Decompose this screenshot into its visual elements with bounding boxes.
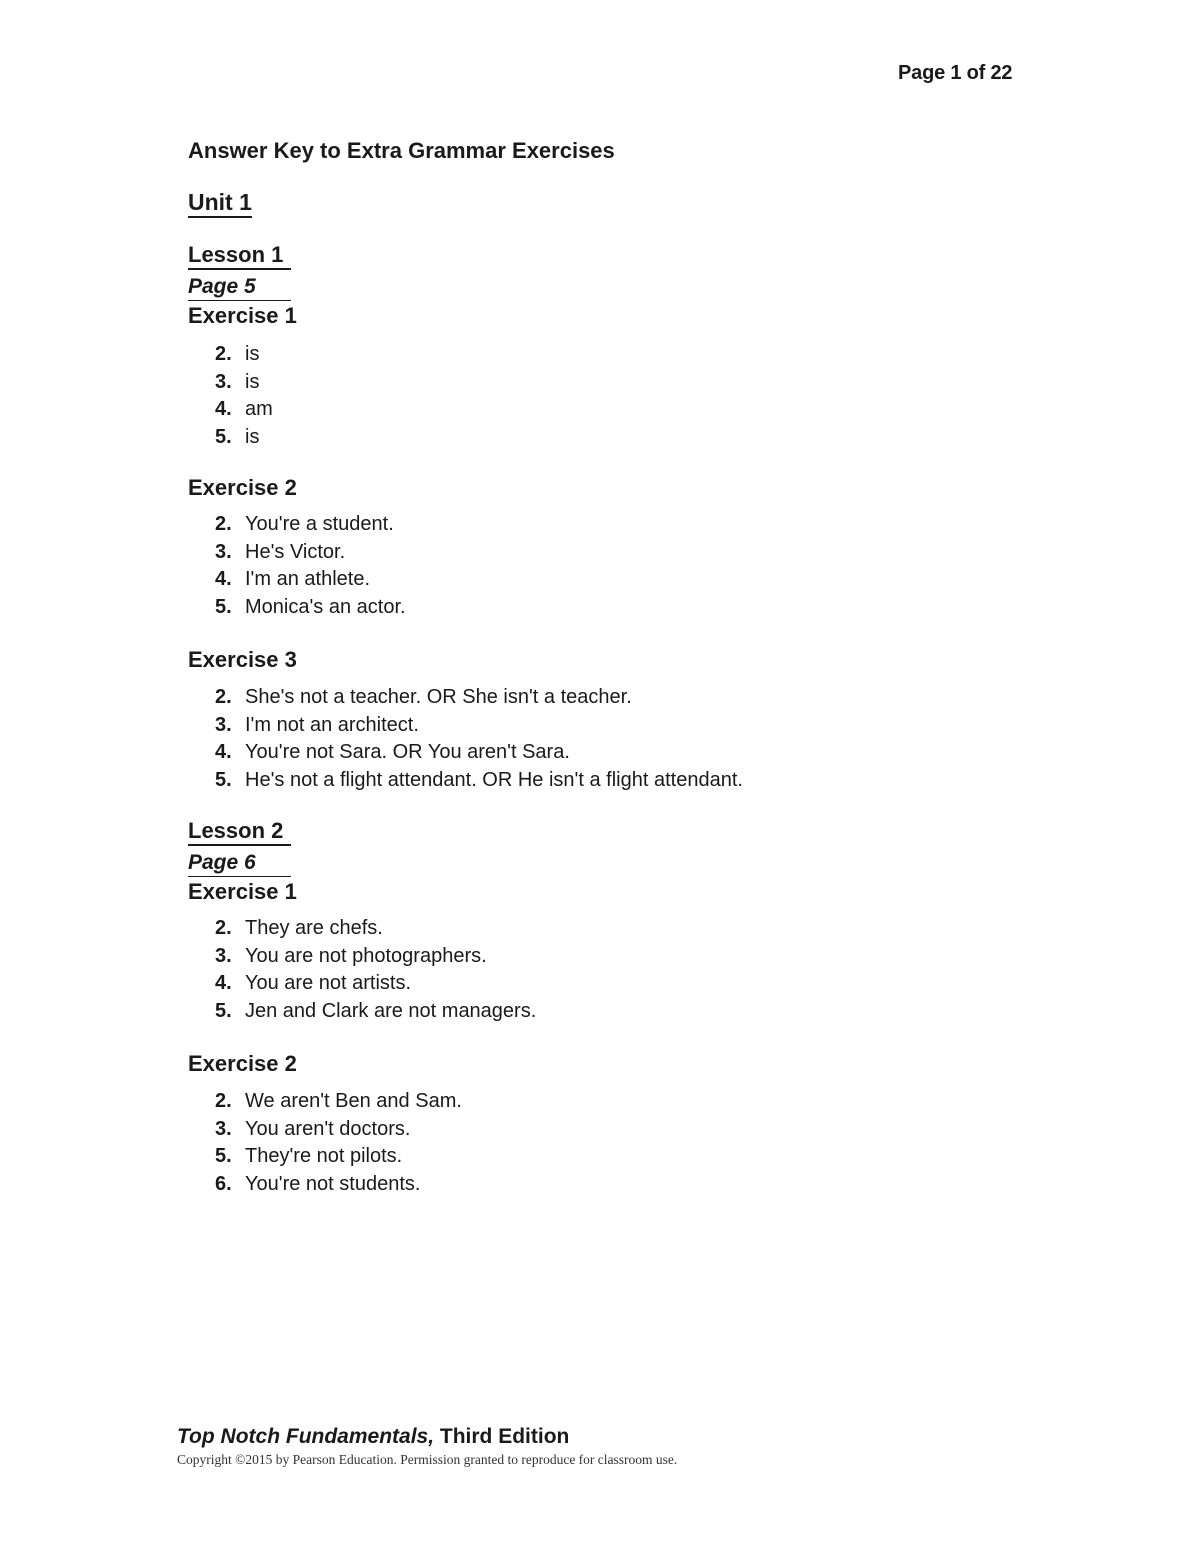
answer-text: You aren't doctors. — [245, 1117, 411, 1140]
answer-number: 2. — [215, 343, 232, 365]
answer-text: You are not artists. — [245, 972, 412, 994]
answer-number: 5. — [215, 768, 232, 791]
answer-item — [188, 539, 888, 567]
answer-number: 3. — [215, 1117, 232, 1140]
lesson-title: Lesson 1 — [188, 242, 291, 270]
exercise-title: Exercise 1 — [188, 879, 297, 904]
answer-item — [188, 1088, 888, 1116]
answer-number: 5. — [215, 425, 232, 448]
answer-list — [188, 341, 888, 451]
exercise-title: Exercise 2 — [188, 475, 297, 500]
copyright-notice: Copyright ©2015 by Pearson Education. Permission granted to reproduce for classroom use. — [177, 1452, 678, 1467]
answer-item — [188, 915, 888, 943]
lesson-1-exercise-1 — [188, 303, 888, 451]
answer-text: I'm not an architect. — [245, 713, 419, 736]
answer-text: She's not a teacher. OR She isn't a teacher. — [245, 686, 632, 708]
lesson-title: Lesson 2 — [188, 818, 291, 846]
answer-text: He's Victor. — [245, 540, 346, 563]
book-edition: Third Edition — [434, 1425, 570, 1448]
answer-number: 3. — [215, 540, 232, 563]
answer-number: 5. — [215, 1145, 232, 1167]
answer-number: 4. — [215, 398, 232, 420]
answer-list — [188, 684, 888, 794]
exercise-title: Exercise 3 — [188, 647, 297, 672]
answer-item — [188, 767, 888, 795]
answer-item — [188, 739, 888, 767]
lesson-1-header — [188, 242, 888, 301]
answer-number: 6. — [215, 1172, 232, 1195]
answer-text: is — [245, 343, 260, 365]
answer-text: They're not pilots. — [245, 1145, 403, 1167]
page-number: Page 1 of 22 — [898, 62, 1013, 84]
answer-item — [188, 712, 888, 740]
lesson-2-exercise-1 — [188, 879, 888, 1025]
answer-number: 2. — [215, 686, 232, 708]
answer-text: You're not Sara. OR You aren't Sara. — [245, 741, 570, 763]
lesson-1-exercise-2 — [188, 475, 888, 621]
lesson-2-exercise-2 — [188, 1051, 888, 1198]
answer-number: 2. — [215, 917, 232, 939]
answer-text: Jen and Clark are not managers. — [245, 999, 537, 1022]
answer-list — [188, 915, 888, 1025]
answer-text: is — [245, 425, 260, 448]
lesson-2-header — [188, 818, 888, 877]
answer-number: 3. — [215, 370, 232, 393]
answer-text: Monica's an actor. — [245, 595, 406, 618]
lesson-page-ref: Page 5 — [188, 274, 291, 301]
answer-text: They are chefs. — [245, 917, 383, 939]
answer-number: 3. — [215, 713, 232, 736]
answer-number: 5. — [215, 999, 232, 1022]
unit-title: Unit 1 — [188, 190, 252, 218]
footer-book-title — [177, 1425, 569, 1449]
answer-item — [188, 566, 888, 594]
answer-text: We aren't Ben and Sam. — [245, 1090, 462, 1112]
answer-item — [188, 369, 888, 397]
answer-number: 4. — [215, 741, 232, 763]
answer-item — [188, 511, 888, 539]
answer-item — [188, 396, 888, 424]
answer-number: 5. — [215, 595, 232, 618]
lesson-page-ref: Page 6 — [188, 850, 291, 877]
answer-item — [188, 970, 888, 998]
answer-text: He's not a flight attendant. OR He isn't a flight attendant. — [245, 768, 743, 791]
answer-item — [188, 1143, 888, 1171]
answer-text: You're not students. — [245, 1172, 421, 1195]
answer-text: is — [245, 370, 260, 393]
answer-number: 2. — [215, 513, 232, 535]
answer-list — [188, 511, 888, 621]
answer-number: 3. — [215, 944, 232, 967]
answer-text: You're a student. — [245, 513, 394, 535]
answer-item — [188, 684, 888, 712]
exercise-title: Exercise 1 — [188, 303, 297, 328]
answer-item — [188, 424, 888, 452]
document-title: Answer Key to Extra Grammar Exercises — [188, 138, 615, 163]
answer-item — [188, 594, 888, 622]
answer-item — [188, 998, 888, 1026]
answer-item — [188, 943, 888, 971]
book-title: Top Notch Fundamentals, — [177, 1425, 435, 1448]
answer-number: 4. — [215, 972, 232, 994]
answer-item — [188, 1116, 888, 1144]
lesson-1-exercise-3 — [188, 647, 888, 794]
answer-text: You are not photographers. — [245, 944, 487, 967]
exercise-title: Exercise 2 — [188, 1051, 297, 1076]
answer-number: 2. — [215, 1090, 232, 1112]
answer-number: 4. — [215, 568, 232, 590]
answer-list — [188, 1088, 888, 1198]
answer-text: I'm an athlete. — [245, 568, 370, 590]
answer-item — [188, 341, 888, 369]
answer-text: am — [245, 398, 273, 420]
answer-item — [188, 1171, 888, 1199]
